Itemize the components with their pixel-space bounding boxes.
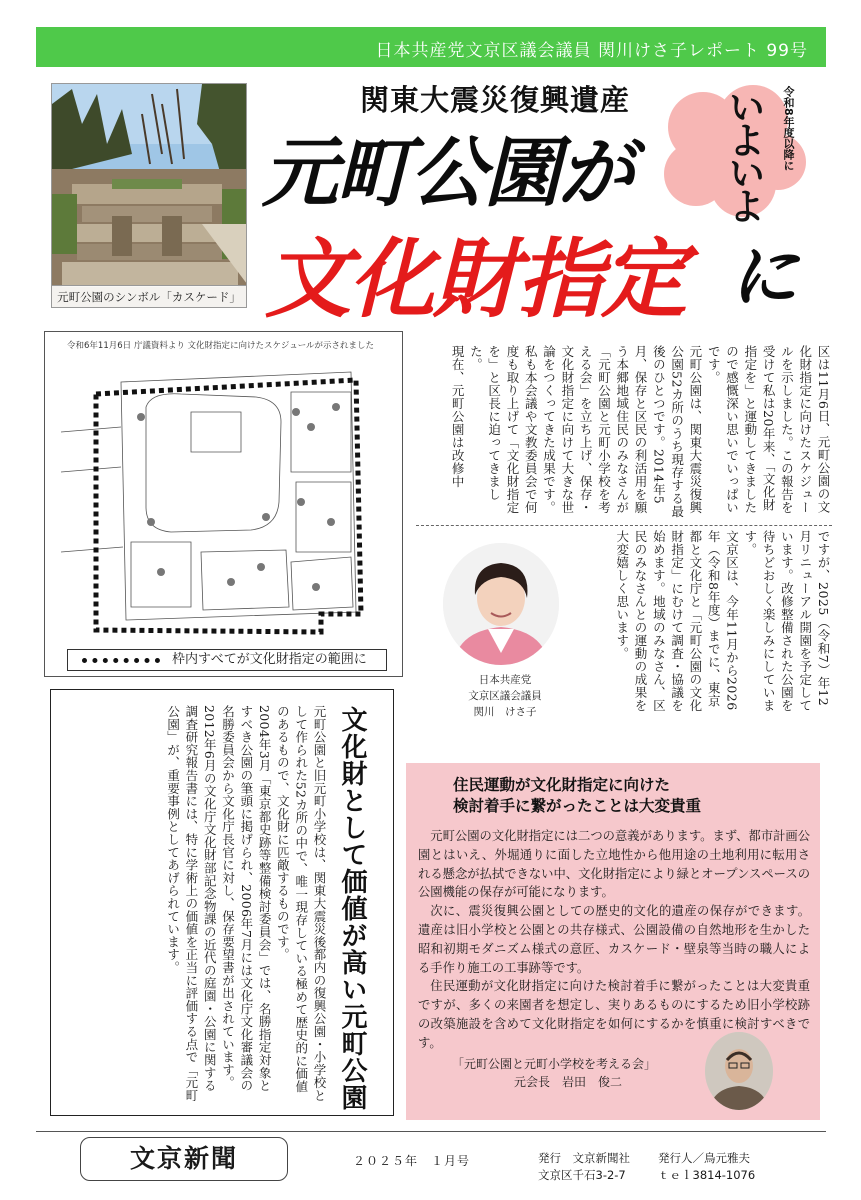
contributor-portrait <box>705 1032 773 1110</box>
cloud-note: 令和8年度以降に <box>782 86 795 171</box>
article-paragraph: 区は11月6日、元町公園の文化財指定に向けたスケジュールを示しました。この報告を受けて私は20年来、「文化財指定を」と運動してきましたので感慨深い思いでいっぱいです。 <box>706 345 831 514</box>
masthead: 文京新聞 <box>80 1137 288 1181</box>
cascade-photo <box>51 83 247 308</box>
legend-dotted-line <box>82 658 160 663</box>
author-party: 日本共産党 <box>478 674 532 686</box>
author-role: 文京区議会議員 <box>468 690 542 702</box>
contributor-avatar <box>705 1032 773 1110</box>
headline-title-particle: に <box>730 238 799 317</box>
cascade-illustration <box>52 84 247 308</box>
editor: 発行人／鳥元雅夫 <box>658 1151 750 1165</box>
report-header-bar <box>36 27 826 67</box>
article-paragraph: 文京区は、今年11月から2026年（令和8年度）までに、東京都と文化庁と「元町公園の文化財指定」にむけて調査・協議を始めます。地域のみなさん、区民のみなさんとの運動の成果を大変嬉しく思います。 <box>614 530 740 712</box>
publisher-info <box>538 1150 630 1184</box>
cloud-text: いよいよ <box>722 88 765 220</box>
contribution-headline-line2: 検討着手に繋がったことは大変貴重 <box>453 797 702 815</box>
box-paragraph: 元町公園と旧元町小学校は、関東大震災後都内の復興公園・小学校として作られた52カ所の中で、唯一現存している極めて歴史的に価値のあるもので、文化財に匹敵するものです。 <box>275 705 327 1102</box>
author-name: 関川 けさ子 <box>473 706 537 718</box>
article-divider <box>416 525 832 526</box>
article-top <box>420 345 832 521</box>
article-paragraph: 現在、元町公園は改修中 <box>450 345 466 488</box>
article-paragraph: 元町公園は、関東大震災復興公園52カ所のうち現存する最後のひとつです。2014年5月、保存と区民の利活用を願う本郷地域住民のみなさんが「元町公園と元町小学校を考える会」を立ち上げ、保存・文化財指定に向けて大きな世論をつくってきた成果です。 <box>541 345 703 518</box>
headline-subtitle: 関東大震災復興遺産 <box>360 83 631 117</box>
value-box-headline: 文化財として価値が高い元町公園 <box>337 706 367 1111</box>
author-caption <box>445 672 565 720</box>
signature-name: 元会長 岩田 俊二 <box>514 1075 623 1089</box>
map-caption: 令和6年11月6日 庁議資料より 文化財指定に向けたスケジュールが示されました <box>67 341 375 351</box>
value-box-body <box>70 705 328 1103</box>
contribution-paragraph: 元町公園の文化財指定には二つの意義があります。まず、都市計画公園とはいえ、外堀通りに面した立地性から他用途の土地利用に転用される懸念が払拭できない中、文化財指定により緑とオープンスペースの公園機能の保存が可能になります。 <box>418 829 810 900</box>
photo-caption: 元町公園のシンボル「カスケード」 <box>52 285 246 307</box>
editor-info <box>658 1150 755 1184</box>
phone: ｔｅｌ3814-1076 <box>658 1168 756 1182</box>
park-plan-drawing <box>51 352 397 644</box>
headline-title-line2: 文化財指定 <box>265 230 685 330</box>
contribution-headline <box>453 775 701 817</box>
park-map <box>44 331 403 677</box>
contribution-headline-line1: 住民運動が文化財指定に向けた <box>453 776 671 794</box>
report-title: 日本共産党文京区議会議員 関川けさ子レポート 99号 <box>375 41 808 61</box>
author-portrait <box>443 543 559 665</box>
article-bottom <box>586 530 832 714</box>
signature-org: 「元町公園と元町小学校を考える会」 <box>452 1057 657 1071</box>
contribution-paragraph: 次に、震災復興公園としての歴史的文化的遺産の保存ができます。遺産は旧小学校と公園との共存様式、公園設備の自然地形を生かした昭和初期モダニズム様式の意匠、カスケード・壁泉等当時の職人による手作り施工の工事跡等です。 <box>418 904 810 975</box>
box-paragraph: 2004年3月「東京都史跡等整備検討委員会」では、名勝指定対象とすべき公園の筆頭に掲げられ、2006年7月には文化庁文化審議会の名勝委員会から文化庁長官に対し、保存要望書が出されています。 <box>220 705 273 1092</box>
box-paragraph: 2012年6月の文化庁文化財部記念物課の近代の庭園・公園に関する調査研究報告書には、特に学術上の価値を正当に評価する点で「元町公園」が、重要事例としてあげられています。 <box>165 705 218 1102</box>
publisher-address: 文京区千石3-2-7 <box>538 1168 626 1182</box>
map-legend <box>67 649 387 671</box>
issue-date: ２０２５年 １月号 <box>353 1154 471 1168</box>
article-paragraph: ですが、2025（令和7）年12月リニューアル開園を予定しています。改修整備された公園を待ちどおしく楽しみにしています。 <box>742 530 831 712</box>
article-paragraph: 私も本会議や文教委員会で何度も取り上げて「文化財指定を」と区長に迫ってきました。 <box>468 345 539 514</box>
contribution-body <box>418 827 810 1053</box>
footer-rule <box>36 1131 826 1132</box>
contribution-paragraph: 住民運動が文化財指定に向けた検討着手に繋がったことは大変貴重ですが、多くの来園者を想定し、実りあるものにするため旧小学校跡の改築施設を含めて文化財指定を如何にするかを慎重に検討すべきです。 <box>418 979 810 1050</box>
legend-text: 枠内すべてが文化財指定の範囲に <box>172 652 367 667</box>
author-avatar <box>443 543 559 665</box>
publisher: 発行 文京新聞社 <box>538 1151 630 1165</box>
contribution-signature <box>452 1055 656 1091</box>
headline-title-line1: 元町公園が <box>262 128 632 217</box>
